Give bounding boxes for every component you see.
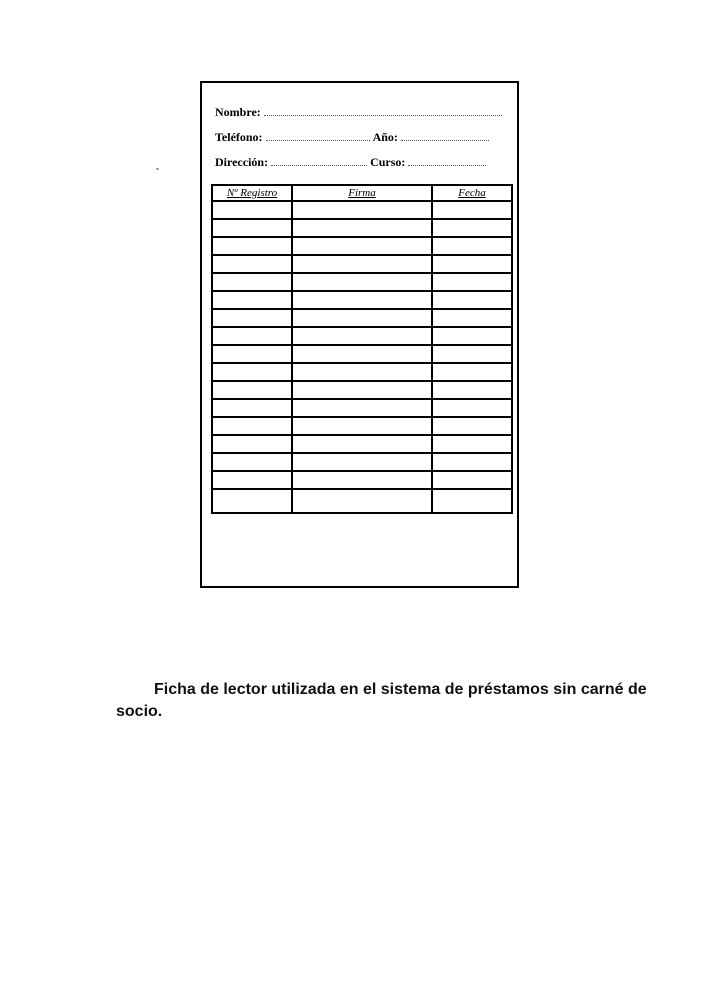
table-row (212, 291, 512, 309)
cell-fecha[interactable] (432, 417, 512, 435)
cell-firma[interactable] (292, 435, 432, 453)
cell-registro[interactable] (212, 309, 292, 327)
header-registro: Nº Registro (212, 185, 292, 201)
table-row (212, 345, 512, 363)
cell-registro[interactable] (212, 291, 292, 309)
table-row (212, 435, 512, 453)
cell-registro[interactable] (212, 489, 292, 513)
reader-card (200, 81, 519, 588)
cell-registro[interactable] (212, 327, 292, 345)
table-row (212, 453, 512, 471)
cell-fecha[interactable] (432, 489, 512, 513)
nombre-row (215, 105, 505, 120)
cell-fecha[interactable] (432, 345, 512, 363)
cell-firma[interactable] (292, 453, 432, 471)
figure-caption: Ficha de lector utilizada en el sistema de préstamos sin carné de socio. (116, 681, 647, 720)
direccion-field[interactable] (271, 156, 367, 166)
header-fecha: Fecha (432, 185, 512, 201)
cell-fecha[interactable] (432, 237, 512, 255)
curso-field[interactable] (408, 156, 486, 166)
header-firma: Firma (292, 185, 432, 201)
cell-firma[interactable] (292, 345, 432, 363)
curso-label: Curso: (370, 155, 406, 169)
register-body (212, 201, 512, 513)
nombre-field[interactable] (264, 106, 502, 116)
cell-firma[interactable] (292, 291, 432, 309)
ano-field[interactable] (401, 131, 489, 141)
table-row (212, 327, 512, 345)
cell-registro[interactable] (212, 363, 292, 381)
cell-registro[interactable] (212, 255, 292, 273)
cell-registro[interactable] (212, 345, 292, 363)
table-row (212, 381, 512, 399)
table-row (212, 363, 512, 381)
cell-registro[interactable] (212, 201, 292, 219)
cell-fecha[interactable] (432, 399, 512, 417)
cell-fecha[interactable] (432, 471, 512, 489)
cell-firma[interactable] (292, 489, 432, 513)
telefono-row (215, 130, 492, 145)
cell-fecha[interactable] (432, 309, 512, 327)
table-row (212, 399, 512, 417)
cell-registro[interactable] (212, 237, 292, 255)
cell-fecha[interactable] (432, 255, 512, 273)
cell-registro[interactable] (212, 219, 292, 237)
cell-firma[interactable] (292, 399, 432, 417)
cell-firma[interactable] (292, 255, 432, 273)
telefono-field[interactable] (266, 131, 370, 141)
cell-fecha[interactable] (432, 291, 512, 309)
cell-registro[interactable] (212, 417, 292, 435)
table-row (212, 255, 512, 273)
telefono-label: Teléfono: (215, 130, 263, 144)
cell-firma[interactable] (292, 417, 432, 435)
table-row (212, 471, 512, 489)
cell-registro[interactable] (212, 453, 292, 471)
cell-registro[interactable] (212, 399, 292, 417)
cell-registro[interactable] (212, 381, 292, 399)
cell-registro[interactable] (212, 273, 292, 291)
cell-firma[interactable] (292, 219, 432, 237)
ano-label: Año: (372, 130, 398, 144)
cell-fecha[interactable] (432, 435, 512, 453)
table-row (212, 417, 512, 435)
cell-registro[interactable] (212, 435, 292, 453)
direccion-row (215, 155, 489, 170)
cell-firma[interactable] (292, 201, 432, 219)
cell-firma[interactable] (292, 381, 432, 399)
scan-speck (156, 168, 159, 170)
cell-firma[interactable] (292, 273, 432, 291)
cell-fecha[interactable] (432, 327, 512, 345)
cell-fecha[interactable] (432, 201, 512, 219)
cell-firma[interactable] (292, 363, 432, 381)
table-row (212, 309, 512, 327)
table-row (212, 273, 512, 291)
cell-fecha[interactable] (432, 273, 512, 291)
cell-firma[interactable] (292, 237, 432, 255)
table-row (212, 237, 512, 255)
cell-firma[interactable] (292, 309, 432, 327)
cell-fecha[interactable] (432, 363, 512, 381)
cell-fecha[interactable] (432, 381, 512, 399)
table-row (212, 201, 512, 219)
register-header-row (212, 185, 512, 201)
direccion-label: Dirección: (215, 155, 269, 169)
cell-registro[interactable] (212, 471, 292, 489)
cell-fecha[interactable] (432, 219, 512, 237)
nombre-label: Nombre: (215, 105, 261, 119)
cell-fecha[interactable] (432, 453, 512, 471)
cell-firma[interactable] (292, 471, 432, 489)
cell-firma[interactable] (292, 327, 432, 345)
table-row (212, 489, 512, 513)
register-table (211, 184, 513, 514)
table-row (212, 219, 512, 237)
